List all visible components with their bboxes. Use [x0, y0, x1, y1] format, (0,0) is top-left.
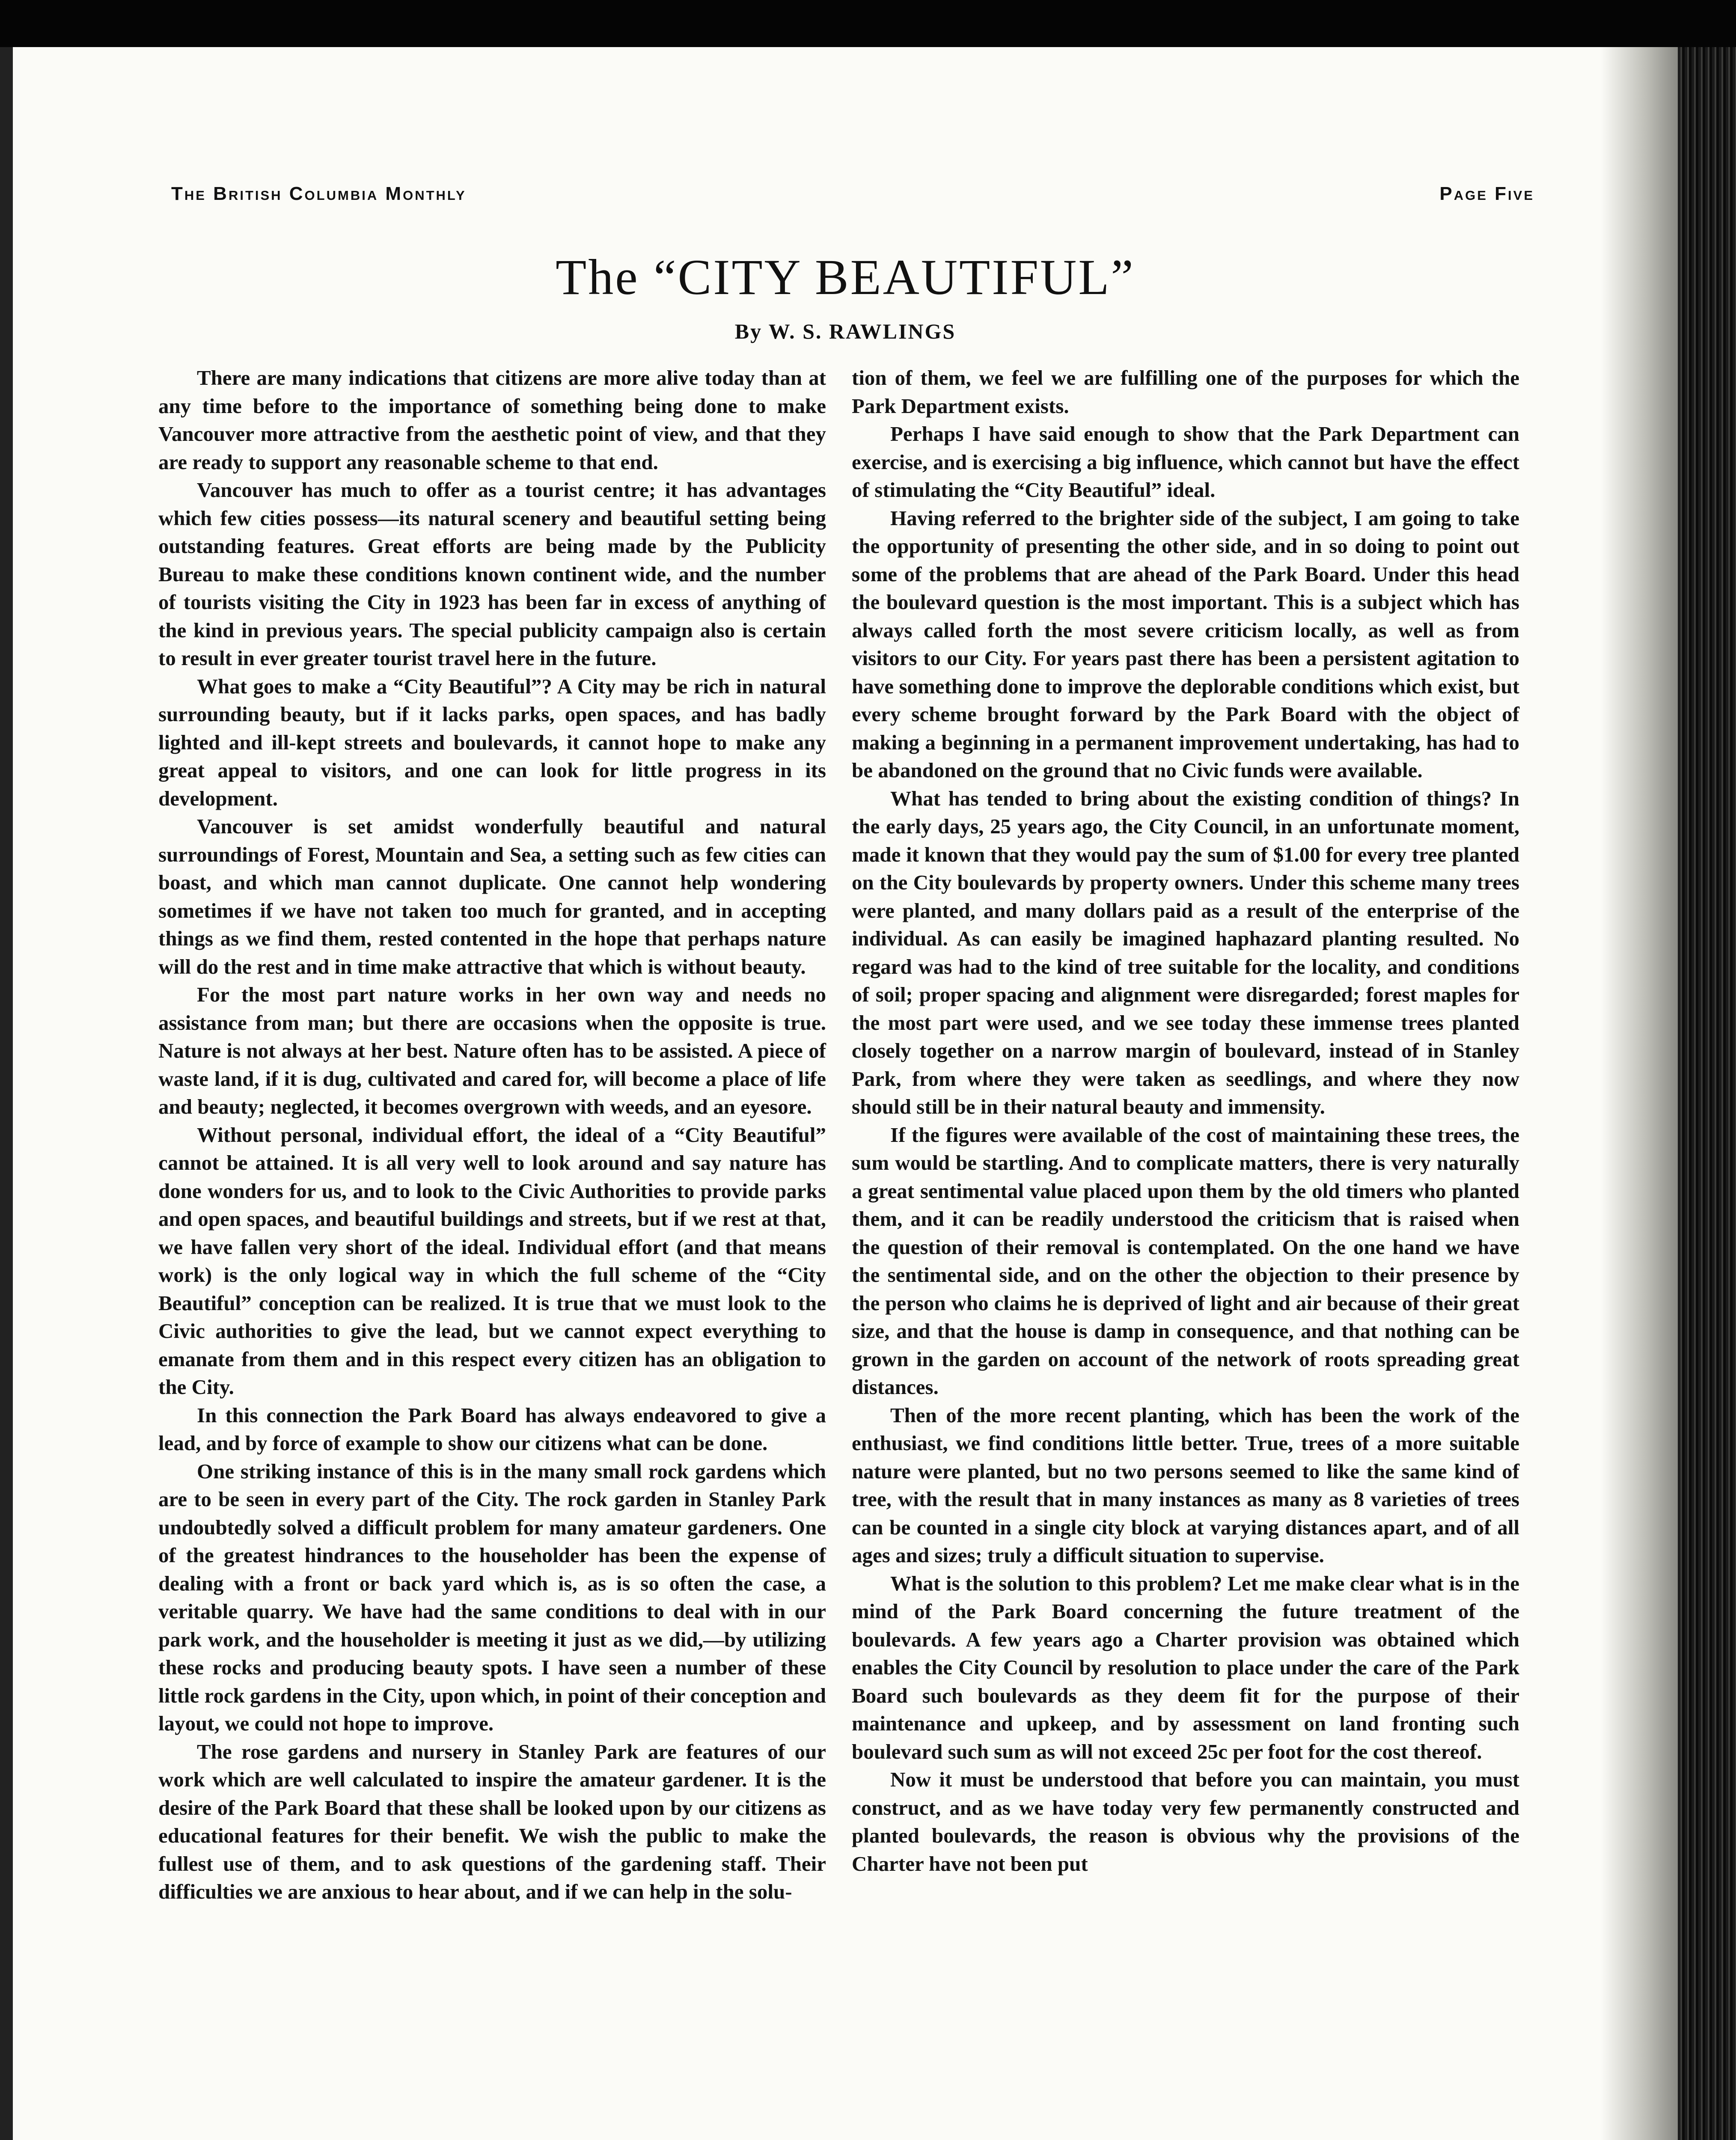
paragraph: Now it must be understood that before you can maintain, you must construct, and as we have today very few permanently constructed and planted boulevards, the reason is obvious why the provisions of the Charter have not been put: [852, 1768, 1519, 1875]
scan-left-edge: [0, 47, 13, 2140]
paragraph: The rose gardens and nursery in Stanley Park are features of our work which are well calculated to inspire the amateur gardener. It is the desire of the Park Board that these shall be looked upon by our citizens as educational features for their benefit. We wish the public to make the fullest use of them, and to ask questions of the gardening staff. Their difficulties we are anxious to hear about, and if we can help in the solu-: [158, 1739, 826, 1903]
paragraph: What is the solution to this problem? Let me make clear what is in the mind of the Park Board concerning the future treatment of the boulevards. A few years ago a Charter provision was obtained which enables the City Council by resolution to place under the care of the Park Board such boulevards as they deem fit for the purpose of their maintenance and upkeep, and by assessment on land fronting such boulevard such sum as will not exceed 25c per foot for the cost thereof.: [852, 1571, 1519, 1763]
running-header-page-number: Page Five: [1439, 183, 1534, 204]
paragraph: Vancouver has much to offer as a tourist centre; it has advantages which few cities possess—its natural scenery and beautiful setting being outstanding features. Great efforts are being made by the Publicity Bureau to make these conditions known continent wide, and the number of tourists visiting the City in 1923 has been far in excess of anything of the kind in previous years. The special publicity campaign also is certain to result in ever greater tourist travel here in the future.: [158, 478, 826, 670]
paragraph-continuation: tion of them, we feel we are fulfilling one of the purposes for which the Park Department exists.: [852, 366, 1519, 418]
paragraph: Vancouver is set amidst wonderfully beautiful and natural surroundings of Forest, Mountain and Sea, a setting such as few cities can boast, and which man cannot duplicate. One cannot help wondering sometimes if we have not taken too much for granted, and in accepting things as we find them, rested contented in the hope that perhaps nature will do the rest and in time make attractive that which is without beauty.: [158, 814, 826, 978]
magazine-page: [13, 47, 1678, 2140]
book-spine-edge: [1678, 47, 1736, 2140]
paragraph: If the figures were available of the cost of maintaining these trees, the sum would be startling. And to complicate matters, there is very naturally a great sentimental value placed upon them by the old timers who planted them, and it can be readily understood the criticism that is raised when the question of their removal is contemplated. On the one hand we have the sentimental side, and on the other the objection to their presence by the person who claims he is deprived of light and air because of their great size, and that the house is damp in consequence, and that nothing can be grown in the garden on account of the network of roots spreading great distances.: [852, 1123, 1519, 1399]
paragraph: For the most part nature works in her own way and needs no assistance from man; but there are occasions when the opposite is true. Nature is not always at her best. Nature often has to be assisted. A piece of waste land, if it is dug, cultivated and cared for, will become a place of life and beauty; neglected, it becomes overgrown with weeds, and an eyesore.: [158, 983, 826, 1118]
paragraph: There are many indications that citizens are more alive today than at any time before to the importance of something being done to make Vancouver more attractive from the aesthetic point of view, and that they are ready to support any reasonable scheme to that end.: [158, 366, 826, 474]
article-column-left: [158, 364, 826, 1906]
scan-top-border: [0, 0, 1736, 47]
paragraph: One striking instance of this is in the many small rock gardens which are to be seen in every part of the City. The rock garden in Stanley Park undoubtedly solved a difficult problem for many amateur gardeners. One of the greatest hindrances to the householder has been the expense of dealing with a front or back yard which is, as is so often the case, a veritable quarry. We have had the same conditions to deal with in our park work, and the householder is meeting it just as we did,—by utilizing these rocks and producing beauty spots. I have seen a number of these little rock gardens in the City, upon which, in point of their conception and layout, we could not hope to improve.: [158, 1459, 826, 1735]
article-column-right: [852, 364, 1519, 1878]
paragraph: Perhaps I have said enough to show that the Park Department can exercise, and is exercising a big influence, which cannot but have the effect of stimulating the “City Beautiful” ideal.: [852, 422, 1519, 502]
article-title: The “CITY BEAUTIFUL”: [556, 249, 1135, 305]
paragraph: In this connection the Park Board has always endeavored to give a lead, and by force of example to show our citizens what can be done.: [158, 1403, 826, 1455]
paragraph: Having referred to the brighter side of the subject, I am going to take the opportunity of presenting the other side, and in so doing to point out some of the problems that are ahead of the Park Board. Under this head the boulevard question is the most important. This is a subject which has always called forth the most severe criticism locally, as well as from visitors to our City. For years past there has been a persistent agitation to have something done to improve the deplorable conditions which exist, but every scheme brought forward by the Park Board with the object of making a beginning in a permanent improvement undertaking, has had to be abandoned on the ground that no Civic funds were available.: [852, 506, 1519, 782]
paragraph: Without personal, individual effort, the ideal of a “City Beautiful” cannot be attained. It is all very well to look around and say nature has done wonders for us, and to look to the Civic Authorities to provide parks and open spaces, and beautiful buildings and streets, but if we rest at that, we have fallen very short of the ideal. Individual effort (and that means work) is the only logical way in which the full scheme of the “City Beautiful” conception can be realized. It is true that we must look to the Civic authorities to give the lead, but we cannot expect everything to emanate from them and in this respect every citizen has an obligation to the City.: [158, 1123, 826, 1399]
page-curl-shadow: [1601, 47, 1678, 2140]
paragraph: What goes to make a “City Beautiful”? A City may be rich in natural surrounding beauty, but if it lacks parks, open spaces, and has badly lighted and ill-kept streets and boulevards, it cannot hope to make any great appeal to visitors, and one can look for little progress in its development.: [158, 674, 826, 810]
paragraph: What has tended to bring about the existing condition of things? In the early days, 25 years ago, the City Council, in an unfortunate moment, made it known that they would pay the sum of $1.00 for every tree planted on the City boulevards by property owners. Under this scheme many trees were planted, and many dollars paid as a result of the enterprise of the individual. As can easily be imagined haphazard planting resulted. No regard was had to the kind of tree suitable for the locality, and conditions of soil; proper spacing and alignment were disregarded; forest maples for the most part were used, and we see today these immense trees planted closely together on a narrow margin of boulevard, instead of in Stanley Park, from where they were taken as seedlings, and where they now should still be in their natural beauty and immensity.: [852, 786, 1519, 1118]
article-byline: By W. S. RAWLINGS: [734, 319, 956, 343]
paragraph: Then of the more recent planting, which has been the work of the enthusiast, we find conditions little better. True, trees of a more suitable nature were planted, but no two persons seemed to like the same kind of tree, with the result that in many instances as many as 8 varieties of trees can be counted in a single city block at varying distances apart, and of all ages and sizes; truly a difficult situation to supervise.: [852, 1403, 1519, 1567]
running-header-title: The British Columbia Monthly: [171, 183, 467, 204]
